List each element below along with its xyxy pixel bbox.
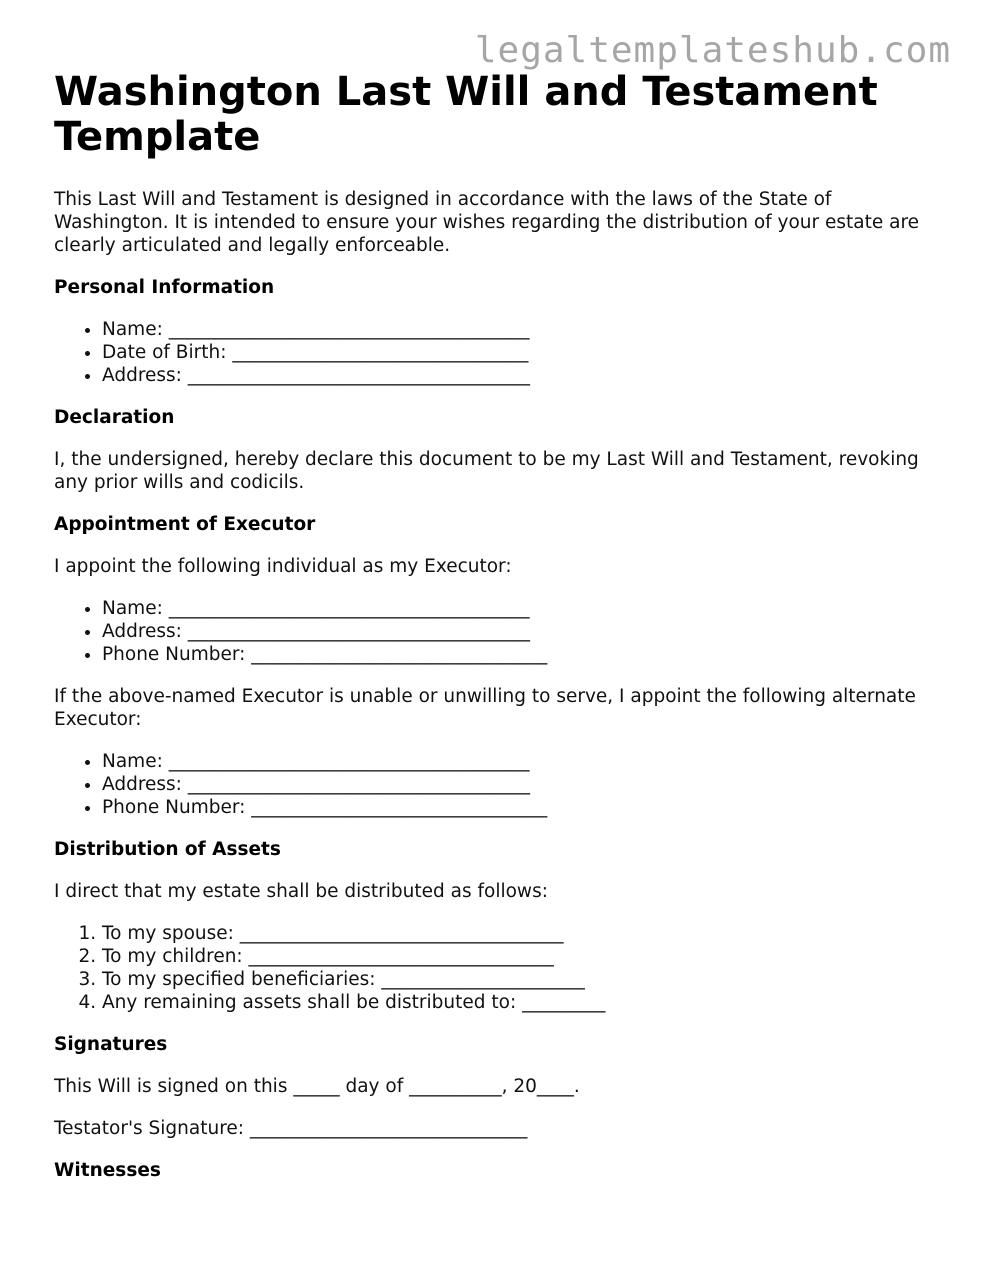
distribution-list <box>54 922 934 1014</box>
section-heading-executor: Appointment of Executor <box>54 514 316 535</box>
section-heading-declaration: Declaration <box>54 407 175 428</box>
signed-on-line: This Will is signed on this _____ day of __________, 20____. <box>54 1076 580 1097</box>
section-heading-witnesses: Witnesses <box>54 1160 161 1181</box>
section-heading-signatures: Signatures <box>54 1034 168 1055</box>
document-content <box>54 70 934 1182</box>
declaration-text: I, the undersigned, hereby declare this document to be my Last Will and Testament, revoking any prior wills and codicils. <box>54 449 919 493</box>
list-item: 4. Any remaining assets shall be distributed to: _________ <box>102 991 934 1014</box>
distribution-intro: I direct that my estate shall be distributed as follows: <box>54 881 548 902</box>
alternate-executor-intro: If the above-named Executor is unable or unwilling to serve, I appoint the following alternate Executor: <box>54 686 916 730</box>
list-item: 3. To my specified beneficiaries: ______________________ <box>102 968 934 991</box>
list-item: • Name: _______________________________________ <box>102 597 934 620</box>
list-item: • Phone Number: ________________________________ <box>102 643 934 666</box>
list-item: • Address: _____________________________________ <box>102 773 934 796</box>
section-heading-distribution: Distribution of Assets <box>54 839 281 860</box>
list-item: • Date of Birth: ________________________________ <box>102 341 934 364</box>
list-item: • Name: _______________________________________ <box>102 750 934 773</box>
list-item: • Address: _____________________________________ <box>102 620 934 643</box>
list-item: 2. To my children: _________________________________ <box>102 945 934 968</box>
list-item: • Name: _______________________________________ <box>102 318 934 341</box>
watermark: legaltemplateshub.com <box>474 30 951 71</box>
alternate-executor-list <box>54 750 934 819</box>
list-item: • Phone Number: ________________________________ <box>102 796 934 819</box>
personal-information-list <box>54 318 934 387</box>
testator-signature-line: Testator's Signature: ______________________________ <box>54 1118 528 1139</box>
list-item: • Address: _____________________________________ <box>102 364 934 387</box>
list-item: 1. To my spouse: ___________________________________ <box>102 922 934 945</box>
page-title: Washington Last Will and Testament Template <box>54 69 878 160</box>
executor-list <box>54 597 934 666</box>
intro-paragraph: This Last Will and Testament is designed in accordance with the laws of the State of Washington. It is intended to ensure your wishes regarding the distribution of your estate are clearly articulated and legally enforceable. <box>54 189 920 256</box>
executor-intro: I appoint the following individual as my Executor: <box>54 556 512 577</box>
section-heading-personal-information: Personal Information <box>54 277 275 298</box>
